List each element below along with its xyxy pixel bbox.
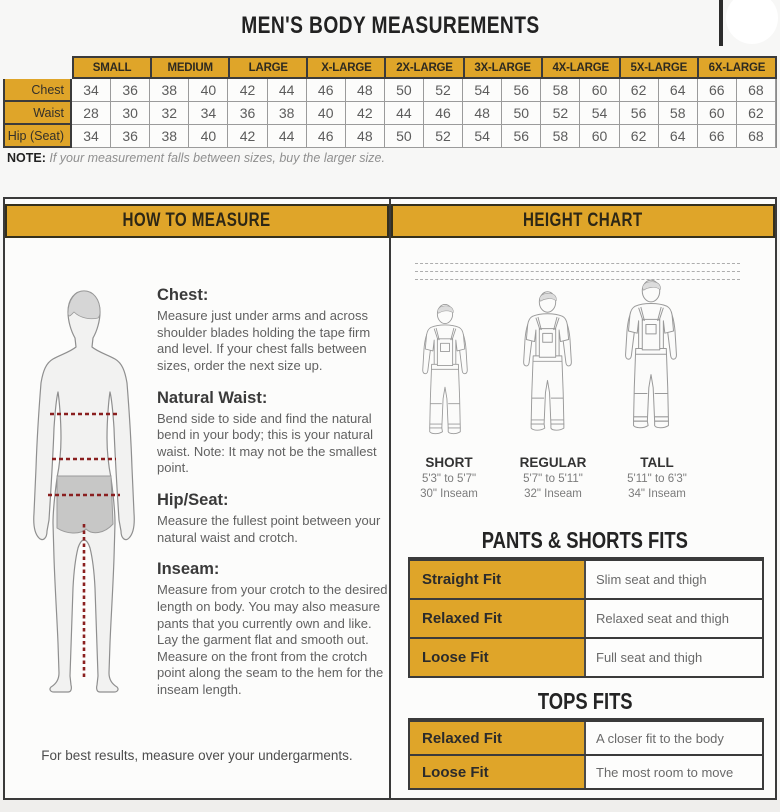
- pants-fits-title-text: PANTS & SHORTS FITS: [481, 527, 689, 553]
- fit-row: [410, 720, 762, 754]
- size-table-header: [3, 56, 777, 79]
- size-cell: 42: [346, 102, 385, 125]
- regular-figure: [510, 274, 585, 450]
- measure-section-body: Measure from your crotch to the desired length on body. You may also measure pants that you currently own and like. Lay the garment flat and smooth out. Measure on the front from the crotch point along the seam to the hem for the inseam length.: [157, 582, 388, 697]
- fit-label: Loose Fit: [410, 756, 586, 788]
- height-figure-label: [397, 455, 501, 500]
- size-cell: 42: [228, 79, 267, 102]
- size-row-waist: [3, 102, 777, 125]
- height-figure-label: [501, 455, 605, 500]
- size-cell: 44: [385, 102, 424, 125]
- size-cell: 52: [541, 102, 580, 125]
- height-inseam: 30" Inseam: [420, 488, 478, 500]
- size-cell: 48: [346, 125, 385, 148]
- size-cell: 66: [698, 79, 737, 102]
- size-cell: 44: [268, 79, 307, 102]
- size-cell: 52: [424, 125, 463, 148]
- size-table: [3, 56, 777, 148]
- size-cell: 56: [620, 102, 659, 125]
- size-cell: 44: [268, 125, 307, 148]
- measure-footer: For best results, measure over your undergarments.: [41, 748, 353, 763]
- size-cell: 30: [111, 102, 150, 125]
- size-header-cell: LARGE: [230, 56, 308, 79]
- size-row-chest: [3, 79, 777, 102]
- height-range: 5'3" to 5'7": [421, 473, 477, 485]
- size-header-row: [72, 56, 777, 79]
- size-cell: 62: [620, 125, 659, 148]
- height-label: SHORT: [425, 455, 473, 470]
- size-cell: 36: [228, 102, 267, 125]
- size-header-cell: 2X-LARGE: [386, 56, 464, 79]
- short-figure: [410, 290, 480, 450]
- size-cell: 58: [541, 125, 580, 148]
- height-chart-panel: [391, 199, 779, 798]
- size-cell: 62: [737, 102, 776, 125]
- height-figure-label: [605, 455, 709, 500]
- height-inseam: 32" Inseam: [524, 488, 582, 500]
- size-header-cell: 3X-LARGE: [465, 56, 543, 79]
- fit-label: Loose Fit: [410, 639, 586, 676]
- measure-section-body: Measure the fullest point between your natural waist and crotch.: [157, 513, 381, 545]
- size-cell: 54: [463, 79, 502, 102]
- size-cell: 46: [307, 125, 346, 148]
- size-cell: 34: [189, 102, 228, 125]
- body-measurement-figure: [20, 288, 145, 694]
- measure-section: [157, 286, 389, 375]
- size-cell: 66: [698, 125, 737, 148]
- fit-label: Straight Fit: [410, 561, 586, 598]
- size-cell: 40: [189, 125, 228, 148]
- note-prefix: NOTE:: [7, 151, 46, 165]
- size-row-cells: [72, 102, 777, 125]
- pants-fits-table: [408, 557, 764, 678]
- measure-section-heading: Chest:: [157, 286, 209, 304]
- size-cell: 38: [150, 125, 189, 148]
- measure-section: [157, 560, 389, 698]
- size-cell: 34: [72, 125, 111, 148]
- bottom-strip: [0, 800, 780, 812]
- note-text: If your measurement falls between sizes, buy the larger size.: [49, 151, 385, 165]
- size-cell: 46: [424, 102, 463, 125]
- measure-section-heading: Hip/Seat:: [157, 491, 229, 509]
- size-cell: 60: [698, 102, 737, 125]
- size-table-corner: [3, 56, 72, 79]
- how-to-measure-header: [5, 204, 389, 238]
- measure-section: [157, 491, 389, 546]
- height-guide-line: [415, 263, 740, 264]
- measure-section: [157, 389, 389, 478]
- note-line: [7, 151, 385, 165]
- size-cell: 56: [502, 125, 541, 148]
- height-label: TALL: [640, 455, 674, 470]
- fit-description: Full seat and thigh: [596, 650, 703, 665]
- size-cell: 48: [463, 102, 502, 125]
- fit-label: Relaxed Fit: [410, 600, 586, 637]
- fit-label: Relaxed Fit: [410, 722, 586, 754]
- size-cell: 42: [228, 125, 267, 148]
- pants-fits-title: [391, 527, 779, 554]
- size-cell: 38: [150, 79, 189, 102]
- size-cell: 68: [737, 79, 776, 102]
- size-cell: 40: [307, 102, 346, 125]
- size-cell: 58: [541, 79, 580, 102]
- size-cell: 50: [502, 102, 541, 125]
- fit-description: Slim seat and thigh: [596, 572, 707, 587]
- height-range: 5'7" to 5'11": [523, 473, 583, 485]
- size-cell: 36: [111, 79, 150, 102]
- size-header-cell: MEDIUM: [152, 56, 230, 79]
- size-header-cell: 5X-LARGE: [621, 56, 699, 79]
- fit-row: [410, 559, 762, 598]
- page-title: [0, 12, 780, 40]
- size-cell: 60: [580, 79, 619, 102]
- size-row-label: Hip (Seat): [3, 125, 72, 148]
- size-header-cell: 6X-LARGE: [699, 56, 777, 79]
- measure-instructions: [157, 286, 389, 713]
- height-figure-labels: [397, 455, 709, 500]
- page-title-text: MEN'S BODY MEASUREMENTS: [240, 12, 540, 39]
- size-row-cells: [72, 79, 777, 102]
- size-header-cell: 4X-LARGE: [543, 56, 621, 79]
- fit-row: [410, 598, 762, 637]
- measure-section-body: Bend side to side and find the natural bend in your body; this is your natural waist. Note: It may not be the smallest point.: [157, 410, 377, 476]
- fit-description: Relaxed seat and thigh: [596, 611, 729, 626]
- size-header-cell: X-LARGE: [308, 56, 386, 79]
- size-cell: 58: [659, 102, 698, 125]
- size-row-label: Waist: [3, 102, 72, 125]
- size-cell: 40: [189, 79, 228, 102]
- size-cell: 54: [580, 102, 619, 125]
- size-cell: 48: [346, 79, 385, 102]
- height-chart-header-text: HEIGHT CHART: [523, 210, 643, 231]
- height-inseam: 34" Inseam: [628, 488, 686, 500]
- size-cell: 64: [659, 79, 698, 102]
- fit-row: [410, 637, 762, 676]
- size-cell: 38: [268, 102, 307, 125]
- size-cell: 52: [424, 79, 463, 102]
- how-to-measure-header-text: HOW TO MEASURE: [122, 210, 272, 231]
- height-label: REGULAR: [519, 455, 587, 470]
- size-row-hip: [3, 125, 777, 148]
- size-cell: 36: [111, 125, 150, 148]
- height-guide-line: [415, 271, 740, 272]
- size-cell: 50: [385, 125, 424, 148]
- size-cell: 34: [72, 79, 111, 102]
- size-cell: 62: [620, 79, 659, 102]
- size-header-cell: SMALL: [74, 56, 152, 79]
- size-cell: 28: [72, 102, 111, 125]
- fit-description: A closer fit to the body: [596, 730, 724, 746]
- tall-figure: [611, 260, 691, 450]
- size-row-cells: [72, 125, 777, 148]
- fit-row: [410, 754, 762, 788]
- tops-fits-title-text: TOPS FITS: [537, 688, 633, 714]
- measure-section-heading: Inseam:: [157, 560, 220, 579]
- size-cell: 60: [580, 125, 619, 148]
- main-box: [3, 197, 777, 800]
- measure-section-body: Measure just under arms and across shoulder blades holding the tape firm and level. If your chest falls between sizes, order the next size up.: [157, 308, 371, 373]
- size-row-label: Chest: [3, 79, 72, 102]
- tops-fits-table: [408, 718, 764, 790]
- size-cell: 64: [659, 125, 698, 148]
- size-cell: 46: [307, 79, 346, 102]
- size-cell: 32: [150, 102, 189, 125]
- measure-section-heading: Natural Waist:: [157, 388, 268, 407]
- size-cell: 56: [502, 79, 541, 102]
- size-cell: 68: [737, 125, 776, 148]
- size-cell: 54: [463, 125, 502, 148]
- tops-fits-title: [391, 688, 779, 715]
- height-range: 5'11" to 6'3": [627, 473, 687, 485]
- size-cell: 50: [385, 79, 424, 102]
- fit-description: The most room to move: [596, 764, 734, 780]
